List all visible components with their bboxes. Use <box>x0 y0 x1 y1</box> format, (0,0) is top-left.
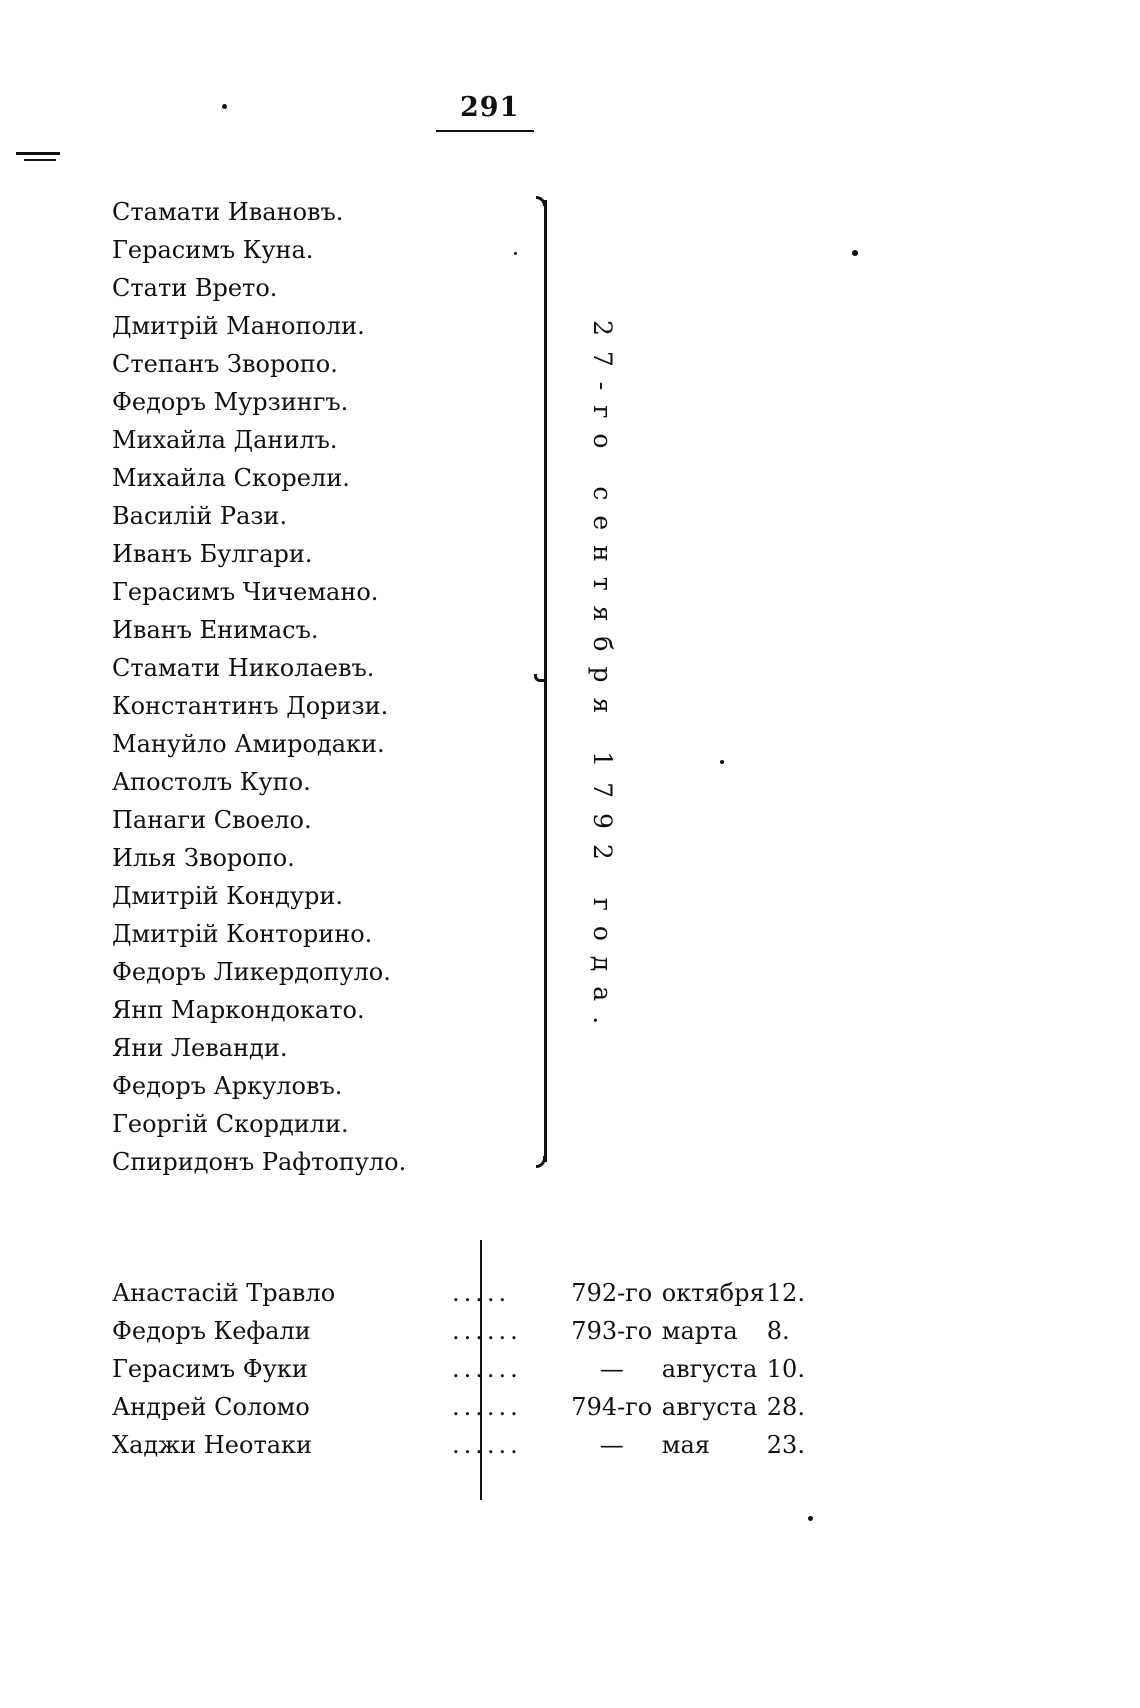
row-year: 792-го <box>571 1279 653 1307</box>
list-item: Федоръ Ликердопуло. <box>112 958 391 986</box>
margin-mark <box>16 152 60 155</box>
page-number-rule <box>436 130 534 132</box>
list-item: Дмитрій Конторино. <box>112 920 373 948</box>
list-item: Иванъ Булгари. <box>112 540 313 568</box>
list-item: Георгій Скордили. <box>112 1110 349 1138</box>
list-item: Федоръ Мурзингъ. <box>112 388 349 416</box>
row-month: августа <box>661 1355 758 1383</box>
row-leader-dots: ...... <box>452 1431 522 1459</box>
row-day: 23. <box>766 1431 805 1459</box>
row-gap <box>522 1312 562 1350</box>
list-item: Янп Маркондокато. <box>112 996 365 1024</box>
list-item: Михайла Данилъ. <box>112 426 338 454</box>
list-item: Стамати Николаевъ. <box>112 654 375 682</box>
row-day: 28. <box>766 1393 805 1421</box>
row-name: Андрей Соломо <box>112 1393 310 1421</box>
row-day: 10. <box>766 1355 805 1383</box>
row-day: 12. <box>766 1279 805 1307</box>
print-speck <box>514 252 517 255</box>
list-item: Федоръ Аркуловъ. <box>112 1072 343 1100</box>
table-row <box>112 1312 805 1350</box>
names-list <box>112 193 406 1181</box>
row-month: марта <box>661 1317 738 1345</box>
brace-tip <box>534 674 546 682</box>
list-item: Михайла Скорели. <box>112 464 350 492</box>
list-item: Василій Рази. <box>112 502 288 530</box>
list-item: Дмитрій Кондури. <box>112 882 344 910</box>
row-year: — <box>599 1355 624 1383</box>
table-row <box>112 1388 805 1426</box>
row-month: мая <box>661 1431 710 1459</box>
row-leader-dots: ...... <box>452 1393 522 1421</box>
table-row <box>112 1274 805 1312</box>
list-item: Дмитрій Манополи. <box>112 312 365 340</box>
list-item: Герасимъ Чичемано. <box>112 578 379 606</box>
list-item: Яни Леванди. <box>112 1034 288 1062</box>
row-month: октября <box>661 1279 765 1307</box>
list-item: Стати Врето. <box>112 274 278 302</box>
brace-bottom <box>536 1156 546 1168</box>
row-month: августа <box>661 1393 758 1421</box>
print-speck <box>720 760 724 764</box>
row-name: Анастасій Травло <box>112 1279 336 1307</box>
row-day: 8. <box>766 1317 790 1345</box>
list-item: Константинъ Доризи. <box>112 692 389 720</box>
list-item: Иванъ Енимасъ. <box>112 616 319 644</box>
list-item: Герасимъ Куна. <box>112 236 314 264</box>
group-date: 27-го сентября 1792 года. <box>588 320 617 1040</box>
table-row <box>112 1426 805 1464</box>
margin-mark <box>24 159 56 161</box>
row-year: 794-го <box>571 1393 653 1421</box>
row-gap <box>522 1274 562 1312</box>
row-name: Федоръ Кефали <box>112 1317 311 1345</box>
list-item: Панаги Своело. <box>112 806 312 834</box>
list-item: Спиридонъ Рафтопуло. <box>112 1148 407 1176</box>
row-name: Герасимъ Фуки <box>112 1355 308 1383</box>
table-row <box>112 1350 805 1388</box>
row-year: 793-го <box>571 1317 653 1345</box>
list-item: Илья Зворопо. <box>112 844 295 872</box>
list-item: Стамати Ивановъ. <box>112 198 344 226</box>
row-leader-dots: ...... <box>452 1317 522 1345</box>
row-name: Хаджи Неотаки <box>112 1431 313 1459</box>
dates-table <box>112 1274 805 1464</box>
print-speck <box>852 250 858 256</box>
print-speck <box>808 1516 813 1521</box>
row-gap <box>522 1350 562 1388</box>
print-speck <box>222 104 227 109</box>
row-leader-dots: ..... <box>452 1279 511 1307</box>
row-leader-dots: ...... <box>452 1355 522 1383</box>
row-gap <box>522 1388 562 1426</box>
row-year: — <box>599 1431 624 1459</box>
row-gap <box>522 1426 562 1464</box>
list-item: Апостолъ Купо. <box>112 768 311 796</box>
list-item: Мануйло Амиродаки. <box>112 730 385 758</box>
page-number: 291 <box>460 92 520 123</box>
list-item: Степанъ Зворопо. <box>112 350 338 378</box>
